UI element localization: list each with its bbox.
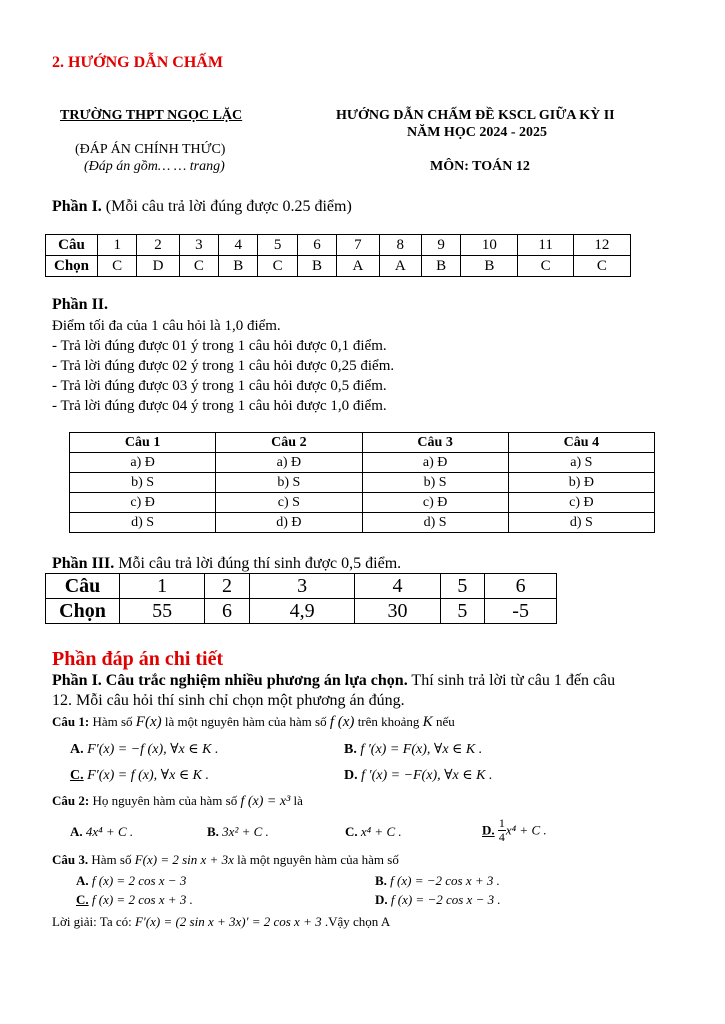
part2-cell: a) Đ xyxy=(362,453,508,473)
part3-q: 4 xyxy=(355,574,440,599)
part1-a: C xyxy=(573,256,630,277)
part2-cell: c) Đ xyxy=(362,493,508,513)
part1-note: (Mỗi câu trả lời đúng được 0.25 điểm) xyxy=(101,198,352,215)
q3-function: F(x) = 2 sin x + 3x xyxy=(134,852,234,867)
part1-a: B xyxy=(219,256,258,277)
part1-a: D xyxy=(137,256,179,277)
part2-header: Câu 1 xyxy=(70,433,216,453)
part1-a: C xyxy=(518,256,573,277)
part3-q: 5 xyxy=(440,574,485,599)
official-note: (ĐÁP ÁN CHÍNH THỨC) xyxy=(75,142,226,157)
part2-row xyxy=(70,493,655,513)
solution-label: Lời giải: Ta có: xyxy=(52,914,135,929)
part3-label: Phần III. xyxy=(52,555,115,572)
subject: MÔN: TOÁN 12 xyxy=(430,159,530,174)
part2-cell: b) S xyxy=(70,473,216,493)
q2-label: Câu 2: xyxy=(52,793,90,808)
part1-a: B xyxy=(297,256,336,277)
option-label: D. xyxy=(375,892,388,907)
part3-heading xyxy=(52,555,401,573)
detail-title: Phần đáp án chi tiết xyxy=(52,648,224,670)
q2-option-d xyxy=(482,817,547,844)
q1-option-c xyxy=(70,767,209,784)
option-label-correct: D. xyxy=(482,822,495,838)
q1-option-a xyxy=(70,741,218,758)
option-label-correct: C. xyxy=(76,892,89,907)
part3-a: 55 xyxy=(120,599,205,624)
part2-header-row xyxy=(70,433,655,453)
part1-q: 10 xyxy=(461,235,518,256)
q3-text: là một nguyên hàm của hàm số xyxy=(233,852,399,867)
part2-label: Phần II. xyxy=(52,296,109,313)
part2-row xyxy=(70,473,655,493)
q1-stem xyxy=(52,714,455,731)
detail-intro xyxy=(52,671,662,711)
q2-option-c xyxy=(345,824,402,840)
part2-cell: d) S xyxy=(70,513,216,533)
option-text: f (x) = 2 cos x − 3 xyxy=(91,873,187,888)
option-label: B. xyxy=(344,742,357,757)
q2-option-b xyxy=(207,824,269,840)
part1-a: B xyxy=(461,256,518,277)
part2-row xyxy=(70,453,655,473)
part1-table xyxy=(45,234,631,277)
section-title: 2. HƯỚNG DẪN CHẤM xyxy=(52,54,223,71)
q3-option-c xyxy=(76,892,193,908)
part1-q: 4 xyxy=(219,235,258,256)
q2-option-a xyxy=(70,824,133,840)
option-text: F′(x) = f (x), ∀x ∈ K . xyxy=(87,768,210,783)
part3-q: 3 xyxy=(249,574,355,599)
part3-a: 30 xyxy=(355,599,440,624)
q3-label: Câu 3. xyxy=(52,852,89,867)
part2-cell: a) S xyxy=(508,453,654,473)
part3-q: 6 xyxy=(485,574,557,599)
option-text: f (x) = −2 cos x − 3 . xyxy=(390,892,501,907)
option-text: f (x) = −2 cos x + 3 . xyxy=(390,873,500,888)
option-label: A. xyxy=(70,742,84,757)
part1-label: Phần I. xyxy=(52,198,102,215)
option-label: A. xyxy=(76,873,89,888)
q1-text: trên khoảng xyxy=(354,714,423,729)
option-text: 4x⁴ + C . xyxy=(85,824,134,839)
option-label: C. xyxy=(345,824,358,839)
part2-rule-line: - Trả lời đúng được 02 ý trong 1 câu hỏi được 0,25 điểm. xyxy=(52,358,395,374)
q3-text: Hàm số xyxy=(88,852,135,867)
option-text: F′(x) = −f (x), ∀x ∈ K . xyxy=(87,742,219,757)
part1-q: 6 xyxy=(297,235,336,256)
part1-q: 9 xyxy=(421,235,460,256)
q3-option-d xyxy=(375,892,501,908)
part2-cell: c) Đ xyxy=(70,493,216,513)
part2-rule-line: Điểm tối đa của 1 câu hỏi là 1,0 điểm. xyxy=(52,318,281,334)
part2-cell: b) S xyxy=(216,473,362,493)
detail-intro-line2: 12. Mỗi câu hỏi thí sinh chỉ chọn một phương án đúng. xyxy=(52,692,405,709)
q3-option-b xyxy=(375,873,500,889)
part2-cell: d) S xyxy=(508,513,654,533)
part3-q: 1 xyxy=(120,574,205,599)
fraction-numerator: 1 xyxy=(498,816,505,830)
part1-answer-row xyxy=(46,256,631,277)
doc-title-line1: HƯỚNG DẪN CHẤM ĐỀ KSCL GIỮA KỲ II xyxy=(336,108,615,123)
part2-cell: c) S xyxy=(216,493,362,513)
detail-intro-bold: Phần I. Câu trắc nghiệm nhiều phương án lựa chọn. xyxy=(52,672,408,689)
part1-a: A xyxy=(379,256,421,277)
part3-row-label-q: Câu xyxy=(46,574,120,599)
part2-header: Câu 2 xyxy=(216,433,362,453)
part1-a: B xyxy=(421,256,460,277)
part1-row-label-a: Chọn xyxy=(46,256,98,277)
q1-option-d xyxy=(344,767,492,784)
solution-math: F′(x) = (2 sin x + 3x)′ = 2 cos x + 3 xyxy=(134,914,322,929)
part2-cell: b) S xyxy=(362,473,508,493)
q2-text: là xyxy=(290,793,303,808)
q1-text: nếu xyxy=(432,714,455,729)
part2-cell: b) Đ xyxy=(508,473,654,493)
option-label: B. xyxy=(375,873,387,888)
q3-solution xyxy=(52,914,390,930)
part3-note: Mỗi câu trả lời đúng thí sinh được 0,5 điểm. xyxy=(114,555,402,572)
q2-stem xyxy=(52,793,303,810)
part1-q: 12 xyxy=(573,235,630,256)
q3-stem xyxy=(52,852,399,868)
part3-a: 5 xyxy=(440,599,485,624)
part3-question-row xyxy=(46,574,557,599)
part2-table xyxy=(69,432,655,533)
part1-q: 5 xyxy=(258,235,297,256)
part3-table xyxy=(45,573,557,624)
option-text: x⁴ + C . xyxy=(360,824,402,839)
solution-end: .Vậy chọn A xyxy=(321,914,391,929)
part2-rule-line: - Trả lời đúng được 04 ý trong 1 câu hỏi được 1,0 điểm. xyxy=(52,398,387,414)
part3-answer-row xyxy=(46,599,557,624)
part1-q: 1 xyxy=(98,235,137,256)
part1-a: A xyxy=(337,256,379,277)
part3-row-label-a: Chọn xyxy=(46,599,120,624)
part1-a: C xyxy=(179,256,218,277)
doc-title-line2: NĂM HỌC 2024 - 2025 xyxy=(407,125,547,140)
part2-rule-line: - Trả lời đúng được 01 ý trong 1 câu hỏi được 0,1 điểm. xyxy=(52,338,387,354)
school-name: TRƯỜNG THPT NGỌC LẶC xyxy=(60,108,243,123)
part1-a: C xyxy=(258,256,297,277)
part2-cell: d) Đ xyxy=(216,513,362,533)
part1-heading xyxy=(52,198,352,216)
pages-note: (Đáp án gồm… … trang) xyxy=(84,159,225,174)
q2-function: f (x) = x³ xyxy=(240,794,291,809)
part3-q: 2 xyxy=(205,574,250,599)
part2-cell: d) S xyxy=(362,513,508,533)
q1-text: là một nguyên hàm của hàm số xyxy=(161,714,330,729)
option-text: 3x² + C . xyxy=(222,824,269,839)
option-label: B. xyxy=(207,824,219,839)
part1-q: 3 xyxy=(179,235,218,256)
part3-a: -5 xyxy=(485,599,557,624)
part1-q: 2 xyxy=(137,235,179,256)
part1-q: 8 xyxy=(379,235,421,256)
part2-cell: a) Đ xyxy=(216,453,362,473)
q2-text: Họ nguyên hàm của hàm số xyxy=(89,793,241,808)
option-text: f (x) = 2 cos x + 3 . xyxy=(91,892,193,907)
q1-text: Hàm số xyxy=(89,714,136,729)
part2-row xyxy=(70,513,655,533)
part3-a: 6 xyxy=(205,599,250,624)
q1-label: Câu 1: xyxy=(52,714,90,729)
option-text: f ′(x) = F(x), ∀x ∈ K . xyxy=(360,742,483,757)
part2-header: Câu 3 xyxy=(362,433,508,453)
part2-header: Câu 4 xyxy=(508,433,654,453)
option-text: f ′(x) = −F(x), ∀x ∈ K . xyxy=(361,768,493,783)
option-label: D. xyxy=(344,768,358,783)
option-text: x⁴ + C . xyxy=(505,822,547,838)
part1-q: 11 xyxy=(518,235,573,256)
part1-a: C xyxy=(98,256,137,277)
part1-q: 7 xyxy=(337,235,379,256)
part2-cell: c) Đ xyxy=(508,493,654,513)
part1-question-row xyxy=(46,235,631,256)
option-label: A. xyxy=(70,824,83,839)
option-label-correct: C. xyxy=(70,768,84,783)
q1-K: K xyxy=(422,714,433,730)
part2-cell: a) Đ xyxy=(70,453,216,473)
q1-option-b xyxy=(344,741,482,758)
fraction-denominator: 4 xyxy=(498,830,505,844)
part2-rule-line: - Trả lời đúng được 03 ý trong 1 câu hỏi được 0,5 điểm. xyxy=(52,378,387,394)
part2-rules xyxy=(52,316,394,416)
detail-intro-rest: Thí sinh trả lời từ câu 1 đến câu xyxy=(407,672,616,689)
part3-a: 4,9 xyxy=(249,599,355,624)
fraction xyxy=(498,817,506,844)
q1-f: f (x) xyxy=(329,714,355,730)
q1-F: F(x) xyxy=(135,714,162,730)
part1-row-label-q: Câu xyxy=(46,235,98,256)
q3-option-a xyxy=(76,873,186,889)
